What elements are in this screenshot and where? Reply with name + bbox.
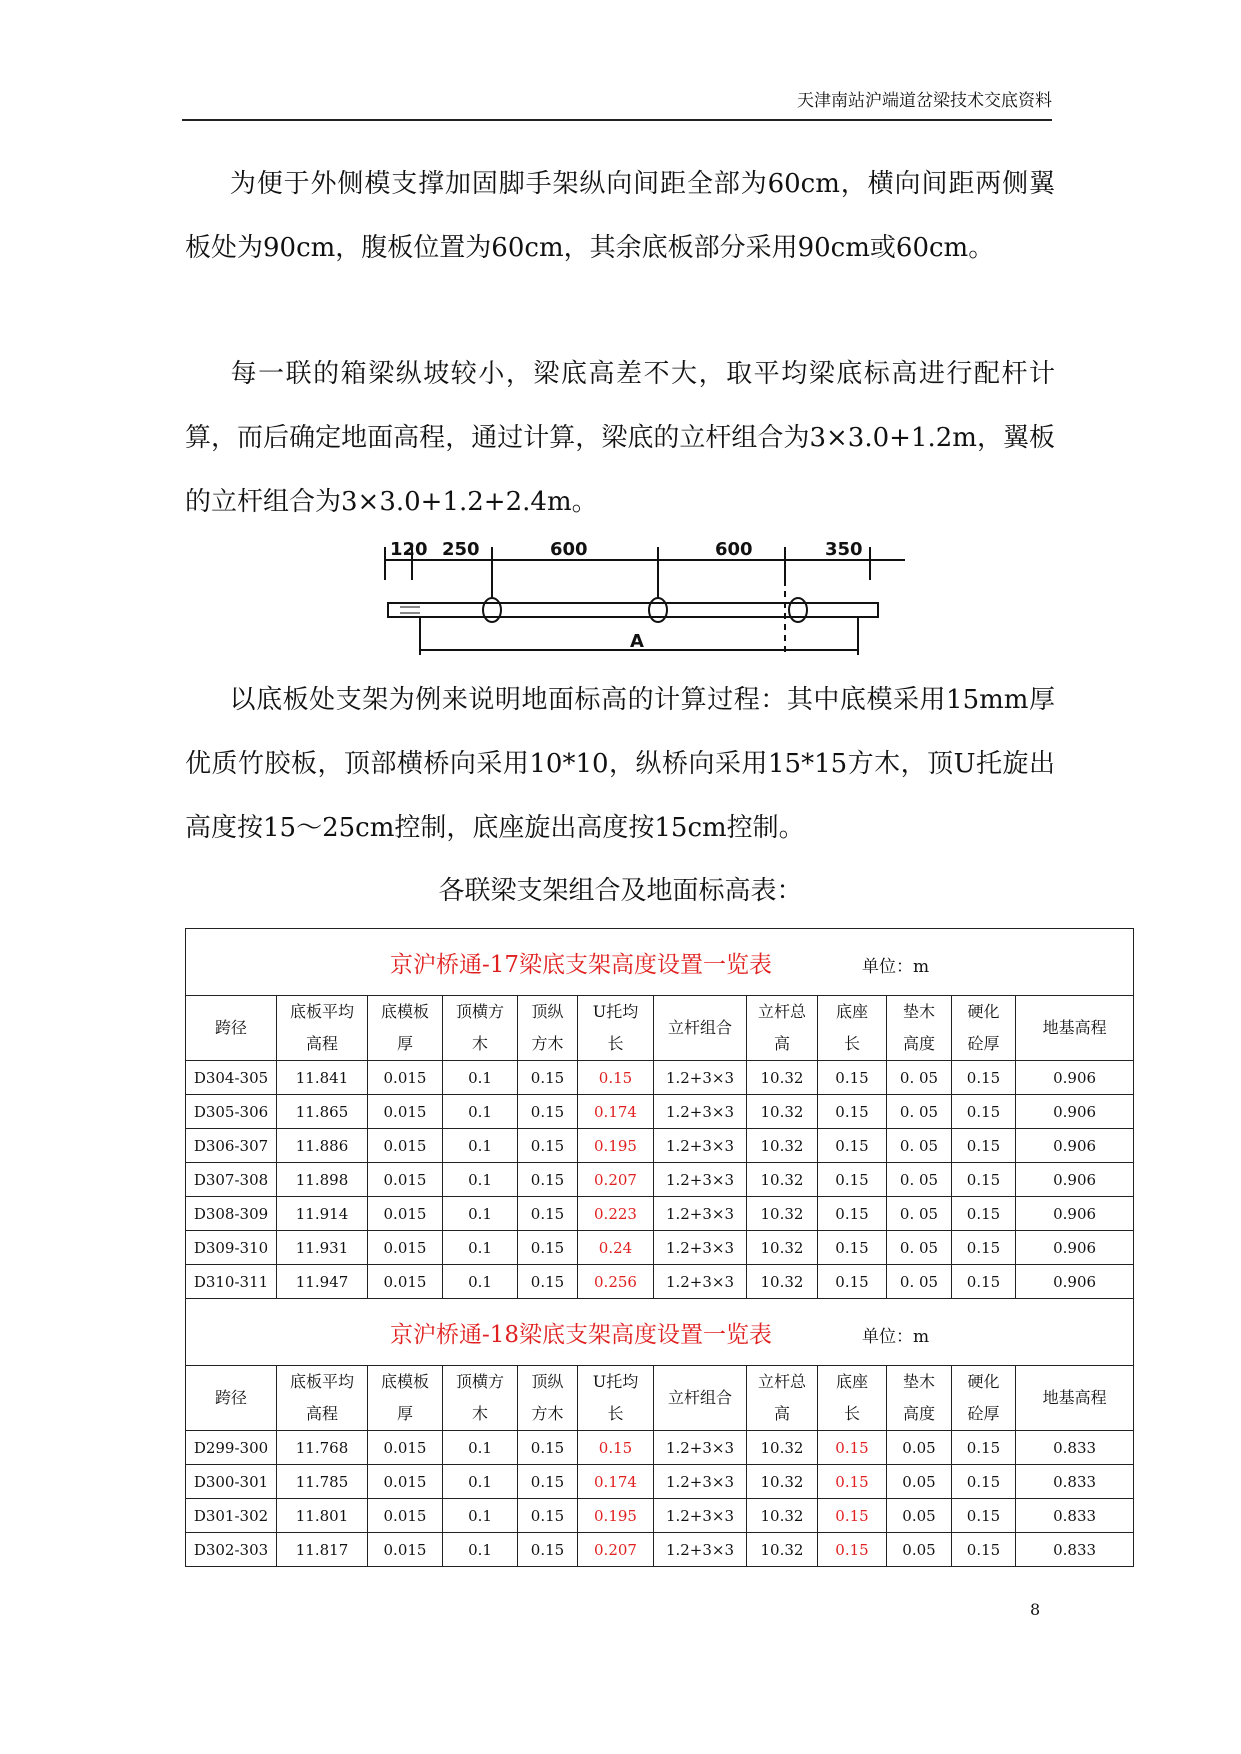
table-cell: 0.1 bbox=[443, 1465, 518, 1499]
table-cell: 0.15 bbox=[952, 1533, 1016, 1567]
table-cell: 0.1 bbox=[443, 1499, 518, 1533]
table-cell: 1.2+3×3 bbox=[654, 1431, 747, 1465]
table-cell: 11.768 bbox=[277, 1431, 368, 1465]
table-cell: 1.2+3×3 bbox=[654, 1231, 747, 1265]
table-cell: 0.015 bbox=[368, 1095, 443, 1129]
table-cell: 0.1 bbox=[443, 1431, 518, 1465]
table-cell: 1.2+3×3 bbox=[654, 1533, 747, 1567]
table-cell: 1.2+3×3 bbox=[654, 1061, 747, 1095]
table-cell: D302-303 bbox=[186, 1533, 277, 1567]
column-header: 顶纵 方木 bbox=[518, 1366, 578, 1431]
column-header: 硬化 砼厚 bbox=[952, 1366, 1016, 1431]
table-cell: 0.05 bbox=[887, 1499, 952, 1533]
support-pole-diagram bbox=[380, 535, 910, 665]
dimension-label: 250 bbox=[442, 539, 480, 560]
table-cell: 1.2+3×3 bbox=[654, 1465, 747, 1499]
table-cell: 0.15 bbox=[818, 1231, 887, 1265]
table-row bbox=[186, 1265, 1134, 1299]
table-cell: 0.906 bbox=[1016, 1061, 1134, 1095]
table-cell: 0.833 bbox=[1016, 1499, 1134, 1533]
table-cell: 0.15 bbox=[952, 1499, 1016, 1533]
table-cell: 10.32 bbox=[747, 1431, 818, 1465]
column-header: 垫木 高度 bbox=[887, 1366, 952, 1431]
table-cell: 0. 05 bbox=[887, 1197, 952, 1231]
table-cell: 0.15 bbox=[818, 1197, 887, 1231]
table-cell: 0.15 bbox=[518, 1265, 578, 1299]
table-cell: 0. 05 bbox=[887, 1163, 952, 1197]
table-cell: 1.2+3×3 bbox=[654, 1265, 747, 1299]
table-cell: 0. 05 bbox=[887, 1265, 952, 1299]
table-cell: D306-307 bbox=[186, 1129, 277, 1163]
table-cell: 0.1 bbox=[443, 1163, 518, 1197]
column-header: 顶横方 木 bbox=[443, 1366, 518, 1431]
table-row bbox=[186, 1163, 1134, 1197]
paragraph-text: 以底板处支架为例来说明地面标高的计算过程：其中底模采用15mm厚优质竹胶板，顶部横桥向采用10*10，纵桥向采用15*15方木，顶U托旋出高度按15～25cm控制，底座旋出高度按15cm控制。 bbox=[185, 685, 1055, 843]
table-cell: 0.906 bbox=[1016, 1163, 1134, 1197]
column-header: 硬化 砼厚 bbox=[952, 996, 1016, 1061]
paragraph-pole-combination bbox=[185, 342, 1055, 534]
table-cell: 0.15 bbox=[952, 1061, 1016, 1095]
table-cell: 0.256 bbox=[578, 1265, 654, 1299]
table-cell: 0.15 bbox=[518, 1163, 578, 1197]
table-cell: 0.24 bbox=[578, 1231, 654, 1265]
table-cell: 0.015 bbox=[368, 1129, 443, 1163]
table-cell: 0.05 bbox=[887, 1533, 952, 1567]
table-cell: 0.1 bbox=[443, 1533, 518, 1567]
table-cell: 1.2+3×3 bbox=[654, 1095, 747, 1129]
table-cell: D307-308 bbox=[186, 1163, 277, 1197]
table-cell: 10.32 bbox=[747, 1465, 818, 1499]
table-cell: 0.15 bbox=[818, 1265, 887, 1299]
column-header: 立杆组合 bbox=[654, 1366, 747, 1431]
column-header: 底模板 厚 bbox=[368, 1366, 443, 1431]
table-cell: 0.05 bbox=[887, 1465, 952, 1499]
paragraph-text: 每一联的箱梁纵坡较小，梁底高差不大，取平均梁底标高进行配杆计算，而后确定地面高程，通过计算，梁底的立杆组合为3×3.0+1.2m，翼板的立杆组合为3×3.0+1.2+2.4m。 bbox=[185, 359, 1055, 517]
dimension-label: 600 bbox=[550, 539, 588, 560]
table-unit: 单位：m bbox=[862, 956, 930, 977]
table-cell: 0.174 bbox=[578, 1465, 654, 1499]
table-cell: 11.841 bbox=[277, 1061, 368, 1095]
table-cell: 0. 05 bbox=[887, 1095, 952, 1129]
table-cell: 11.785 bbox=[277, 1465, 368, 1499]
table-row bbox=[186, 1499, 1134, 1533]
column-header: 跨径 bbox=[186, 996, 277, 1061]
paragraph-scaffold-spacing bbox=[185, 152, 1055, 280]
table-row bbox=[186, 1095, 1134, 1129]
page-header: 天津南站沪端道岔梁技术交底资料 bbox=[182, 86, 1052, 121]
table-cell: 0.207 bbox=[578, 1163, 654, 1197]
table-cell: 1.2+3×3 bbox=[654, 1499, 747, 1533]
table-cell: 11.801 bbox=[277, 1499, 368, 1533]
table-cell: 1.2+3×3 bbox=[654, 1163, 747, 1197]
table-cell: 11.947 bbox=[277, 1265, 368, 1299]
table-cell: 10.32 bbox=[747, 1197, 818, 1231]
table-cell: 0.15 bbox=[518, 1533, 578, 1567]
table-cell: 0.15 bbox=[952, 1197, 1016, 1231]
table-cell: 0.15 bbox=[518, 1095, 578, 1129]
table-cell: 10.32 bbox=[747, 1163, 818, 1197]
table-cell: 10.32 bbox=[747, 1231, 818, 1265]
table-cell: 0.906 bbox=[1016, 1231, 1134, 1265]
table-cell: 0.15 bbox=[818, 1431, 887, 1465]
table-cell: 0. 05 bbox=[887, 1129, 952, 1163]
table-cell: 0.15 bbox=[952, 1465, 1016, 1499]
table-cell: 10.32 bbox=[747, 1499, 818, 1533]
table-cell: 0.15 bbox=[818, 1163, 887, 1197]
table-cell: 0.15 bbox=[518, 1197, 578, 1231]
table-cell: 0.1 bbox=[443, 1129, 518, 1163]
table-cell: 0.15 bbox=[952, 1265, 1016, 1299]
table-cell: 10.32 bbox=[747, 1265, 818, 1299]
table-cell: 0.015 bbox=[368, 1499, 443, 1533]
table-cell: 0.015 bbox=[368, 1163, 443, 1197]
table-title-row bbox=[186, 1299, 1134, 1366]
table-cell: 0.1 bbox=[443, 1231, 518, 1265]
table-cell: 0.015 bbox=[368, 1061, 443, 1095]
table-cell: 0.015 bbox=[368, 1197, 443, 1231]
table-cell: D300-301 bbox=[186, 1465, 277, 1499]
paragraph-text: 为便于外侧模支撑加固脚手架纵向间距全部为60cm，横向间距两侧翼板处为90cm，腹板位置为60cm，其余底板部分采用90cm或60cm。 bbox=[185, 169, 1055, 263]
table-cell: 0.15 bbox=[818, 1533, 887, 1567]
table-cell: 0.15 bbox=[518, 1499, 578, 1533]
table-cell: 0.015 bbox=[368, 1265, 443, 1299]
table-cell: 0.174 bbox=[578, 1095, 654, 1129]
column-header: 底模板 厚 bbox=[368, 996, 443, 1061]
table-cell: D310-311 bbox=[186, 1265, 277, 1299]
table-title: 京沪桥通-17梁底支架高度设置一览表 bbox=[390, 951, 773, 978]
table-cell: 0.833 bbox=[1016, 1431, 1134, 1465]
table-cell: 10.32 bbox=[747, 1095, 818, 1129]
table-cell: 0.15 bbox=[518, 1431, 578, 1465]
table-cell: 0.1 bbox=[443, 1197, 518, 1231]
table-cell: 0.15 bbox=[952, 1095, 1016, 1129]
table-cell: D309-310 bbox=[186, 1231, 277, 1265]
table-title-cell bbox=[186, 929, 1134, 996]
table-unit: 单位：m bbox=[862, 1326, 930, 1347]
table-cell: 10.32 bbox=[747, 1533, 818, 1567]
column-header: 立杆组合 bbox=[654, 996, 747, 1061]
table-cell: 0.015 bbox=[368, 1231, 443, 1265]
table-cell: 0.207 bbox=[578, 1533, 654, 1567]
column-header: 地基高程 bbox=[1016, 1366, 1134, 1431]
table-cell: 0.015 bbox=[368, 1533, 443, 1567]
support-height-table bbox=[185, 928, 1134, 1567]
table-cell: 0.15 bbox=[818, 1465, 887, 1499]
table-cell: D308-309 bbox=[186, 1197, 277, 1231]
table-cell: 0.1 bbox=[443, 1095, 518, 1129]
column-header: 顶纵 方木 bbox=[518, 996, 578, 1061]
table-cell: 0.15 bbox=[578, 1431, 654, 1465]
table-cell: 0.906 bbox=[1016, 1197, 1134, 1231]
table-cell: 0.15 bbox=[818, 1095, 887, 1129]
table-cell: 0.15 bbox=[518, 1129, 578, 1163]
table-cell: 0.15 bbox=[952, 1129, 1016, 1163]
dimension-label-a: A bbox=[630, 631, 644, 652]
column-header: 跨径 bbox=[186, 1366, 277, 1431]
dimension-label: 600 bbox=[715, 539, 753, 560]
table-cell: 0.833 bbox=[1016, 1533, 1134, 1567]
table-cell: 1.2+3×3 bbox=[654, 1129, 747, 1163]
table-header-row bbox=[186, 1366, 1134, 1431]
column-header: 立杆总 高 bbox=[747, 1366, 818, 1431]
table-row bbox=[186, 1129, 1134, 1163]
column-header: 底座 长 bbox=[818, 1366, 887, 1431]
table-cell: 0.05 bbox=[887, 1431, 952, 1465]
table-cell: 1.2+3×3 bbox=[654, 1197, 747, 1231]
table-row bbox=[186, 1231, 1134, 1265]
table-cell: 0.15 bbox=[518, 1231, 578, 1265]
table-row bbox=[186, 1533, 1134, 1567]
table-cell: 0.15 bbox=[818, 1061, 887, 1095]
table-cell: 0.15 bbox=[818, 1129, 887, 1163]
table-title: 京沪桥通-18梁底支架高度设置一览表 bbox=[390, 1321, 773, 1348]
table-cell: 10.32 bbox=[747, 1129, 818, 1163]
column-header: 底座 长 bbox=[818, 996, 887, 1061]
table-cell: 0.1 bbox=[443, 1265, 518, 1299]
column-header: U托均 长 bbox=[578, 1366, 654, 1431]
table-cell: 0.1 bbox=[443, 1061, 518, 1095]
table-cell: 0.906 bbox=[1016, 1265, 1134, 1299]
column-header: 底板平均 高程 bbox=[277, 996, 368, 1061]
page-number: 8 bbox=[1030, 1600, 1041, 1619]
table-cell: 0.15 bbox=[952, 1231, 1016, 1265]
table-cell: 0. 05 bbox=[887, 1231, 952, 1265]
table-cell: 11.865 bbox=[277, 1095, 368, 1129]
table-title-row bbox=[186, 929, 1134, 996]
table-cell: 0.15 bbox=[818, 1499, 887, 1533]
table-header-row bbox=[186, 996, 1134, 1061]
table-cell: 0.15 bbox=[578, 1061, 654, 1095]
table-cell: 11.817 bbox=[277, 1533, 368, 1567]
table-cell: 11.931 bbox=[277, 1231, 368, 1265]
table-cell: 0.15 bbox=[518, 1061, 578, 1095]
table-cell: 0.015 bbox=[368, 1465, 443, 1499]
table-cell: 0.906 bbox=[1016, 1129, 1134, 1163]
paragraph-calculation bbox=[185, 668, 1055, 860]
table-cell: 0.15 bbox=[952, 1431, 1016, 1465]
table-cell: 11.886 bbox=[277, 1129, 368, 1163]
table-cell: 0. 05 bbox=[887, 1061, 952, 1095]
column-header: 顶横方 木 bbox=[443, 996, 518, 1061]
table-cell: D299-300 bbox=[186, 1431, 277, 1465]
table-cell: D304-305 bbox=[186, 1061, 277, 1095]
table-cell: 0.15 bbox=[518, 1465, 578, 1499]
table-cell: 10.32 bbox=[747, 1061, 818, 1095]
table-row bbox=[186, 1431, 1134, 1465]
table-row bbox=[186, 1197, 1134, 1231]
table-cell: 0.195 bbox=[578, 1499, 654, 1533]
table-cell: 0.195 bbox=[578, 1129, 654, 1163]
dimension-label: 120 bbox=[390, 539, 428, 560]
column-header: 立杆总 高 bbox=[747, 996, 818, 1061]
table-title-cell bbox=[186, 1299, 1134, 1366]
table-cell: 11.898 bbox=[277, 1163, 368, 1197]
table-cell: 0.223 bbox=[578, 1197, 654, 1231]
table-cell: 0.15 bbox=[952, 1163, 1016, 1197]
table-caption: 各联梁支架组合及地面标高表： bbox=[438, 876, 803, 906]
table-cell: 0.833 bbox=[1016, 1465, 1134, 1499]
table-cell: 11.914 bbox=[277, 1197, 368, 1231]
dimension-label: 350 bbox=[825, 539, 863, 560]
table-row bbox=[186, 1465, 1134, 1499]
table-cell: 0.906 bbox=[1016, 1095, 1134, 1129]
column-header: 垫木 高度 bbox=[887, 996, 952, 1061]
column-header: 地基高程 bbox=[1016, 996, 1134, 1061]
column-header: U托均 长 bbox=[578, 996, 654, 1061]
table-cell: D305-306 bbox=[186, 1095, 277, 1129]
column-header: 底板平均 高程 bbox=[277, 1366, 368, 1431]
table-cell: 0.015 bbox=[368, 1431, 443, 1465]
tables-container bbox=[185, 928, 1133, 1567]
table-row bbox=[186, 1061, 1134, 1095]
table-cell: D301-302 bbox=[186, 1499, 277, 1533]
